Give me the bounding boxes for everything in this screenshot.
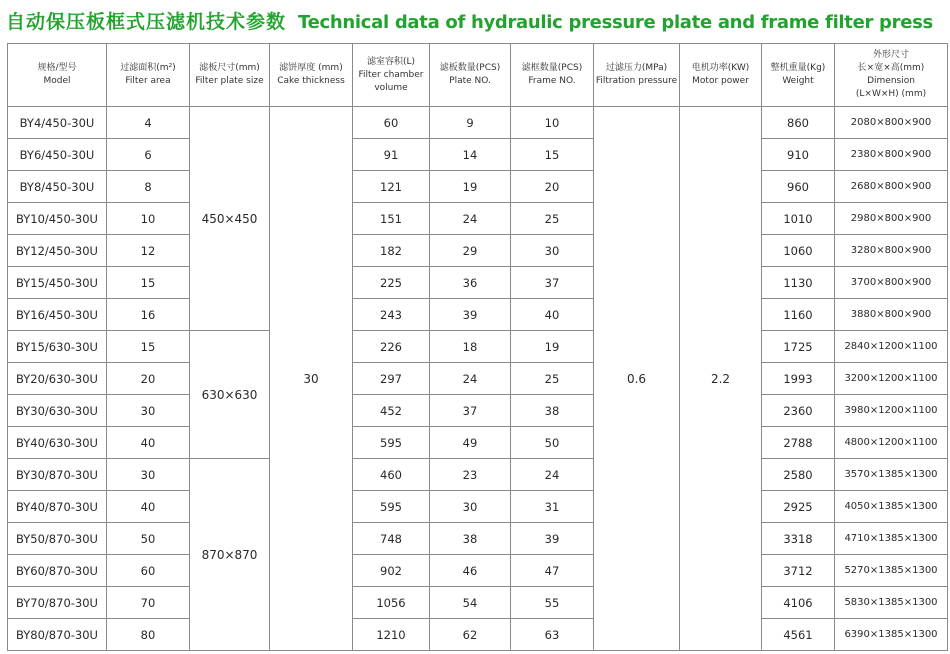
cell-plate-no: 23 bbox=[430, 459, 511, 491]
cell-filter-area: 10 bbox=[107, 203, 190, 235]
cell-filtration-pressure: 0.6 bbox=[594, 107, 680, 651]
cell-filter-area: 6 bbox=[107, 139, 190, 171]
table-body bbox=[8, 107, 948, 651]
cell-frame-no: 20 bbox=[511, 171, 594, 203]
cell-plate-no: 62 bbox=[430, 619, 511, 651]
header-plate-no: 滤板数量(PCS) Plate NO. bbox=[430, 44, 511, 107]
cell-filter-area: 50 bbox=[107, 523, 190, 555]
cell-weight: 910 bbox=[762, 139, 835, 171]
cell-plate-size: 870×870 bbox=[190, 459, 270, 651]
cell-plate-no: 49 bbox=[430, 427, 511, 459]
table-row bbox=[8, 395, 948, 427]
table-row bbox=[8, 363, 948, 395]
cell-frame-no: 25 bbox=[511, 203, 594, 235]
table-row bbox=[8, 107, 948, 139]
cell-plate-no: 24 bbox=[430, 363, 511, 395]
table-row bbox=[8, 203, 948, 235]
cell-model: BY40/870-30U bbox=[8, 491, 107, 523]
cell-weight: 960 bbox=[762, 171, 835, 203]
cell-plate-no: 29 bbox=[430, 235, 511, 267]
cell-chamber-volume: 1210 bbox=[353, 619, 430, 651]
table-row bbox=[8, 267, 948, 299]
cell-plate-no: 37 bbox=[430, 395, 511, 427]
cell-chamber-volume: 595 bbox=[353, 427, 430, 459]
cell-dimension: 3570×1385×1300 bbox=[835, 459, 948, 491]
cell-chamber-volume: 182 bbox=[353, 235, 430, 267]
cell-chamber-volume: 1056 bbox=[353, 587, 430, 619]
cell-chamber-volume: 452 bbox=[353, 395, 430, 427]
cell-plate-no: 46 bbox=[430, 555, 511, 587]
cell-filter-area: 15 bbox=[107, 267, 190, 299]
header-weight: 整机重量(Kg) Weight bbox=[762, 44, 835, 107]
cell-frame-no: 50 bbox=[511, 427, 594, 459]
cell-dimension: 3880×800×900 bbox=[835, 299, 948, 331]
cell-weight: 1060 bbox=[762, 235, 835, 267]
cell-frame-no: 19 bbox=[511, 331, 594, 363]
cell-chamber-volume: 460 bbox=[353, 459, 430, 491]
cell-model: BY10/450-30U bbox=[8, 203, 107, 235]
cell-weight: 1010 bbox=[762, 203, 835, 235]
cell-model: BY30/630-30U bbox=[8, 395, 107, 427]
cell-frame-no: 15 bbox=[511, 139, 594, 171]
cell-plate-no: 38 bbox=[430, 523, 511, 555]
cell-weight: 860 bbox=[762, 107, 835, 139]
cell-chamber-volume: 121 bbox=[353, 171, 430, 203]
cell-frame-no: 25 bbox=[511, 363, 594, 395]
cell-dimension: 5830×1385×1300 bbox=[835, 587, 948, 619]
cell-dimension: 2980×800×900 bbox=[835, 203, 948, 235]
cell-filter-area: 15 bbox=[107, 331, 190, 363]
cell-filter-area: 4 bbox=[107, 107, 190, 139]
cell-model: BY12/450-30U bbox=[8, 235, 107, 267]
cell-dimension: 3980×1200×1100 bbox=[835, 395, 948, 427]
cell-weight: 4106 bbox=[762, 587, 835, 619]
cell-model: BY30/870-30U bbox=[8, 459, 107, 491]
header-chamber-volume: 滤室容积(L) Filter chamber volume bbox=[353, 44, 430, 107]
cell-dimension: 6390×1385×1300 bbox=[835, 619, 948, 651]
cell-filter-area: 40 bbox=[107, 427, 190, 459]
cell-plate-no: 19 bbox=[430, 171, 511, 203]
cell-chamber-volume: 60 bbox=[353, 107, 430, 139]
table-row bbox=[8, 171, 948, 203]
cell-plate-no: 36 bbox=[430, 267, 511, 299]
cell-dimension: 4800×1200×1100 bbox=[835, 427, 948, 459]
cell-model: BY60/870-30U bbox=[8, 555, 107, 587]
table-row bbox=[8, 555, 948, 587]
cell-chamber-volume: 225 bbox=[353, 267, 430, 299]
cell-filter-area: 20 bbox=[107, 363, 190, 395]
cell-filter-area: 16 bbox=[107, 299, 190, 331]
page-title bbox=[6, 4, 946, 40]
cell-model: BY4/450-30U bbox=[8, 107, 107, 139]
table-header-row bbox=[8, 44, 948, 107]
cell-weight: 1725 bbox=[762, 331, 835, 363]
table-row bbox=[8, 299, 948, 331]
cell-weight: 2580 bbox=[762, 459, 835, 491]
cell-model: BY40/630-30U bbox=[8, 427, 107, 459]
cell-chamber-volume: 748 bbox=[353, 523, 430, 555]
cell-plate-no: 54 bbox=[430, 587, 511, 619]
cell-frame-no: 30 bbox=[511, 235, 594, 267]
cell-cake-thickness: 30 bbox=[270, 107, 353, 651]
cell-model: BY6/450-30U bbox=[8, 139, 107, 171]
cell-dimension: 3280×800×900 bbox=[835, 235, 948, 267]
cell-model: BY80/870-30U bbox=[8, 619, 107, 651]
cell-dimension: 2680×800×900 bbox=[835, 171, 948, 203]
table-row bbox=[8, 523, 948, 555]
cell-dimension: 5270×1385×1300 bbox=[835, 555, 948, 587]
cell-filter-area: 70 bbox=[107, 587, 190, 619]
cell-dimension: 2080×800×900 bbox=[835, 107, 948, 139]
cell-filter-area: 30 bbox=[107, 395, 190, 427]
cell-weight: 1993 bbox=[762, 363, 835, 395]
table-row bbox=[8, 235, 948, 267]
cell-filter-area: 12 bbox=[107, 235, 190, 267]
cell-dimension: 3200×1200×1100 bbox=[835, 363, 948, 395]
cell-chamber-volume: 151 bbox=[353, 203, 430, 235]
cell-plate-no: 24 bbox=[430, 203, 511, 235]
header-dimension: 外形尺寸 长×宽×高(mm) Dimension (L×W×H) (mm) bbox=[835, 44, 948, 107]
cell-frame-no: 55 bbox=[511, 587, 594, 619]
cell-filter-area: 40 bbox=[107, 491, 190, 523]
cell-filter-area: 30 bbox=[107, 459, 190, 491]
cell-filter-area: 8 bbox=[107, 171, 190, 203]
cell-filter-area: 80 bbox=[107, 619, 190, 651]
cell-frame-no: 24 bbox=[511, 459, 594, 491]
title-chinese: 自动保压板框式压滤机技术参数 bbox=[6, 11, 287, 33]
table-row bbox=[8, 619, 948, 651]
table-row bbox=[8, 331, 948, 363]
cell-frame-no: 47 bbox=[511, 555, 594, 587]
cell-model: BY70/870-30U bbox=[8, 587, 107, 619]
cell-weight: 2788 bbox=[762, 427, 835, 459]
cell-weight: 2360 bbox=[762, 395, 835, 427]
cell-chamber-volume: 902 bbox=[353, 555, 430, 587]
cell-weight: 4561 bbox=[762, 619, 835, 651]
cell-filter-area: 60 bbox=[107, 555, 190, 587]
cell-model: BY50/870-30U bbox=[8, 523, 107, 555]
header-filter-area: 过滤面积(m²) Filter area bbox=[107, 44, 190, 107]
cell-frame-no: 38 bbox=[511, 395, 594, 427]
cell-plate-no: 9 bbox=[430, 107, 511, 139]
header-cake-thickness: 滤饼厚度 (mm) Cake thickness bbox=[270, 44, 353, 107]
cell-plate-no: 14 bbox=[430, 139, 511, 171]
cell-dimension: 4710×1385×1300 bbox=[835, 523, 948, 555]
cell-dimension: 2840×1200×1100 bbox=[835, 331, 948, 363]
cell-weight: 1130 bbox=[762, 267, 835, 299]
cell-weight: 1160 bbox=[762, 299, 835, 331]
cell-weight: 2925 bbox=[762, 491, 835, 523]
table-row bbox=[8, 459, 948, 491]
cell-frame-no: 39 bbox=[511, 523, 594, 555]
cell-model: BY16/450-30U bbox=[8, 299, 107, 331]
spec-table bbox=[7, 43, 948, 651]
cell-chamber-volume: 226 bbox=[353, 331, 430, 363]
table-row bbox=[8, 491, 948, 523]
cell-weight: 3318 bbox=[762, 523, 835, 555]
cell-plate-size: 630×630 bbox=[190, 331, 270, 459]
header-plate-size: 滤板尺寸(mm) Filter plate size bbox=[190, 44, 270, 107]
cell-model: BY15/630-30U bbox=[8, 331, 107, 363]
cell-model: BY8/450-30U bbox=[8, 171, 107, 203]
header-pressure: 过滤压力(MPa) Filtration pressure bbox=[594, 44, 680, 107]
header-model: 规格/型号 Model bbox=[8, 44, 107, 107]
cell-model: BY15/450-30U bbox=[8, 267, 107, 299]
table-row bbox=[8, 139, 948, 171]
cell-chamber-volume: 243 bbox=[353, 299, 430, 331]
cell-chamber-volume: 297 bbox=[353, 363, 430, 395]
cell-plate-no: 30 bbox=[430, 491, 511, 523]
cell-frame-no: 37 bbox=[511, 267, 594, 299]
cell-dimension: 3700×800×900 bbox=[835, 267, 948, 299]
cell-frame-no: 10 bbox=[511, 107, 594, 139]
cell-plate-no: 39 bbox=[430, 299, 511, 331]
cell-dimension: 4050×1385×1300 bbox=[835, 491, 948, 523]
cell-dimension: 2380×800×900 bbox=[835, 139, 948, 171]
cell-frame-no: 63 bbox=[511, 619, 594, 651]
cell-plate-no: 18 bbox=[430, 331, 511, 363]
cell-chamber-volume: 595 bbox=[353, 491, 430, 523]
table-row bbox=[8, 587, 948, 619]
cell-plate-size: 450×450 bbox=[190, 107, 270, 331]
cell-motor-power: 2.2 bbox=[680, 107, 762, 651]
table-row bbox=[8, 427, 948, 459]
cell-frame-no: 31 bbox=[511, 491, 594, 523]
cell-chamber-volume: 91 bbox=[353, 139, 430, 171]
title-english: Technical data of hydraulic pressure plate and frame filter press bbox=[298, 12, 933, 33]
header-motor-power: 电机功率(KW) Motor power bbox=[680, 44, 762, 107]
cell-weight: 3712 bbox=[762, 555, 835, 587]
cell-model: BY20/630-30U bbox=[8, 363, 107, 395]
header-frame-no: 滤框数量(PCS) Frame NO. bbox=[511, 44, 594, 107]
cell-frame-no: 40 bbox=[511, 299, 594, 331]
